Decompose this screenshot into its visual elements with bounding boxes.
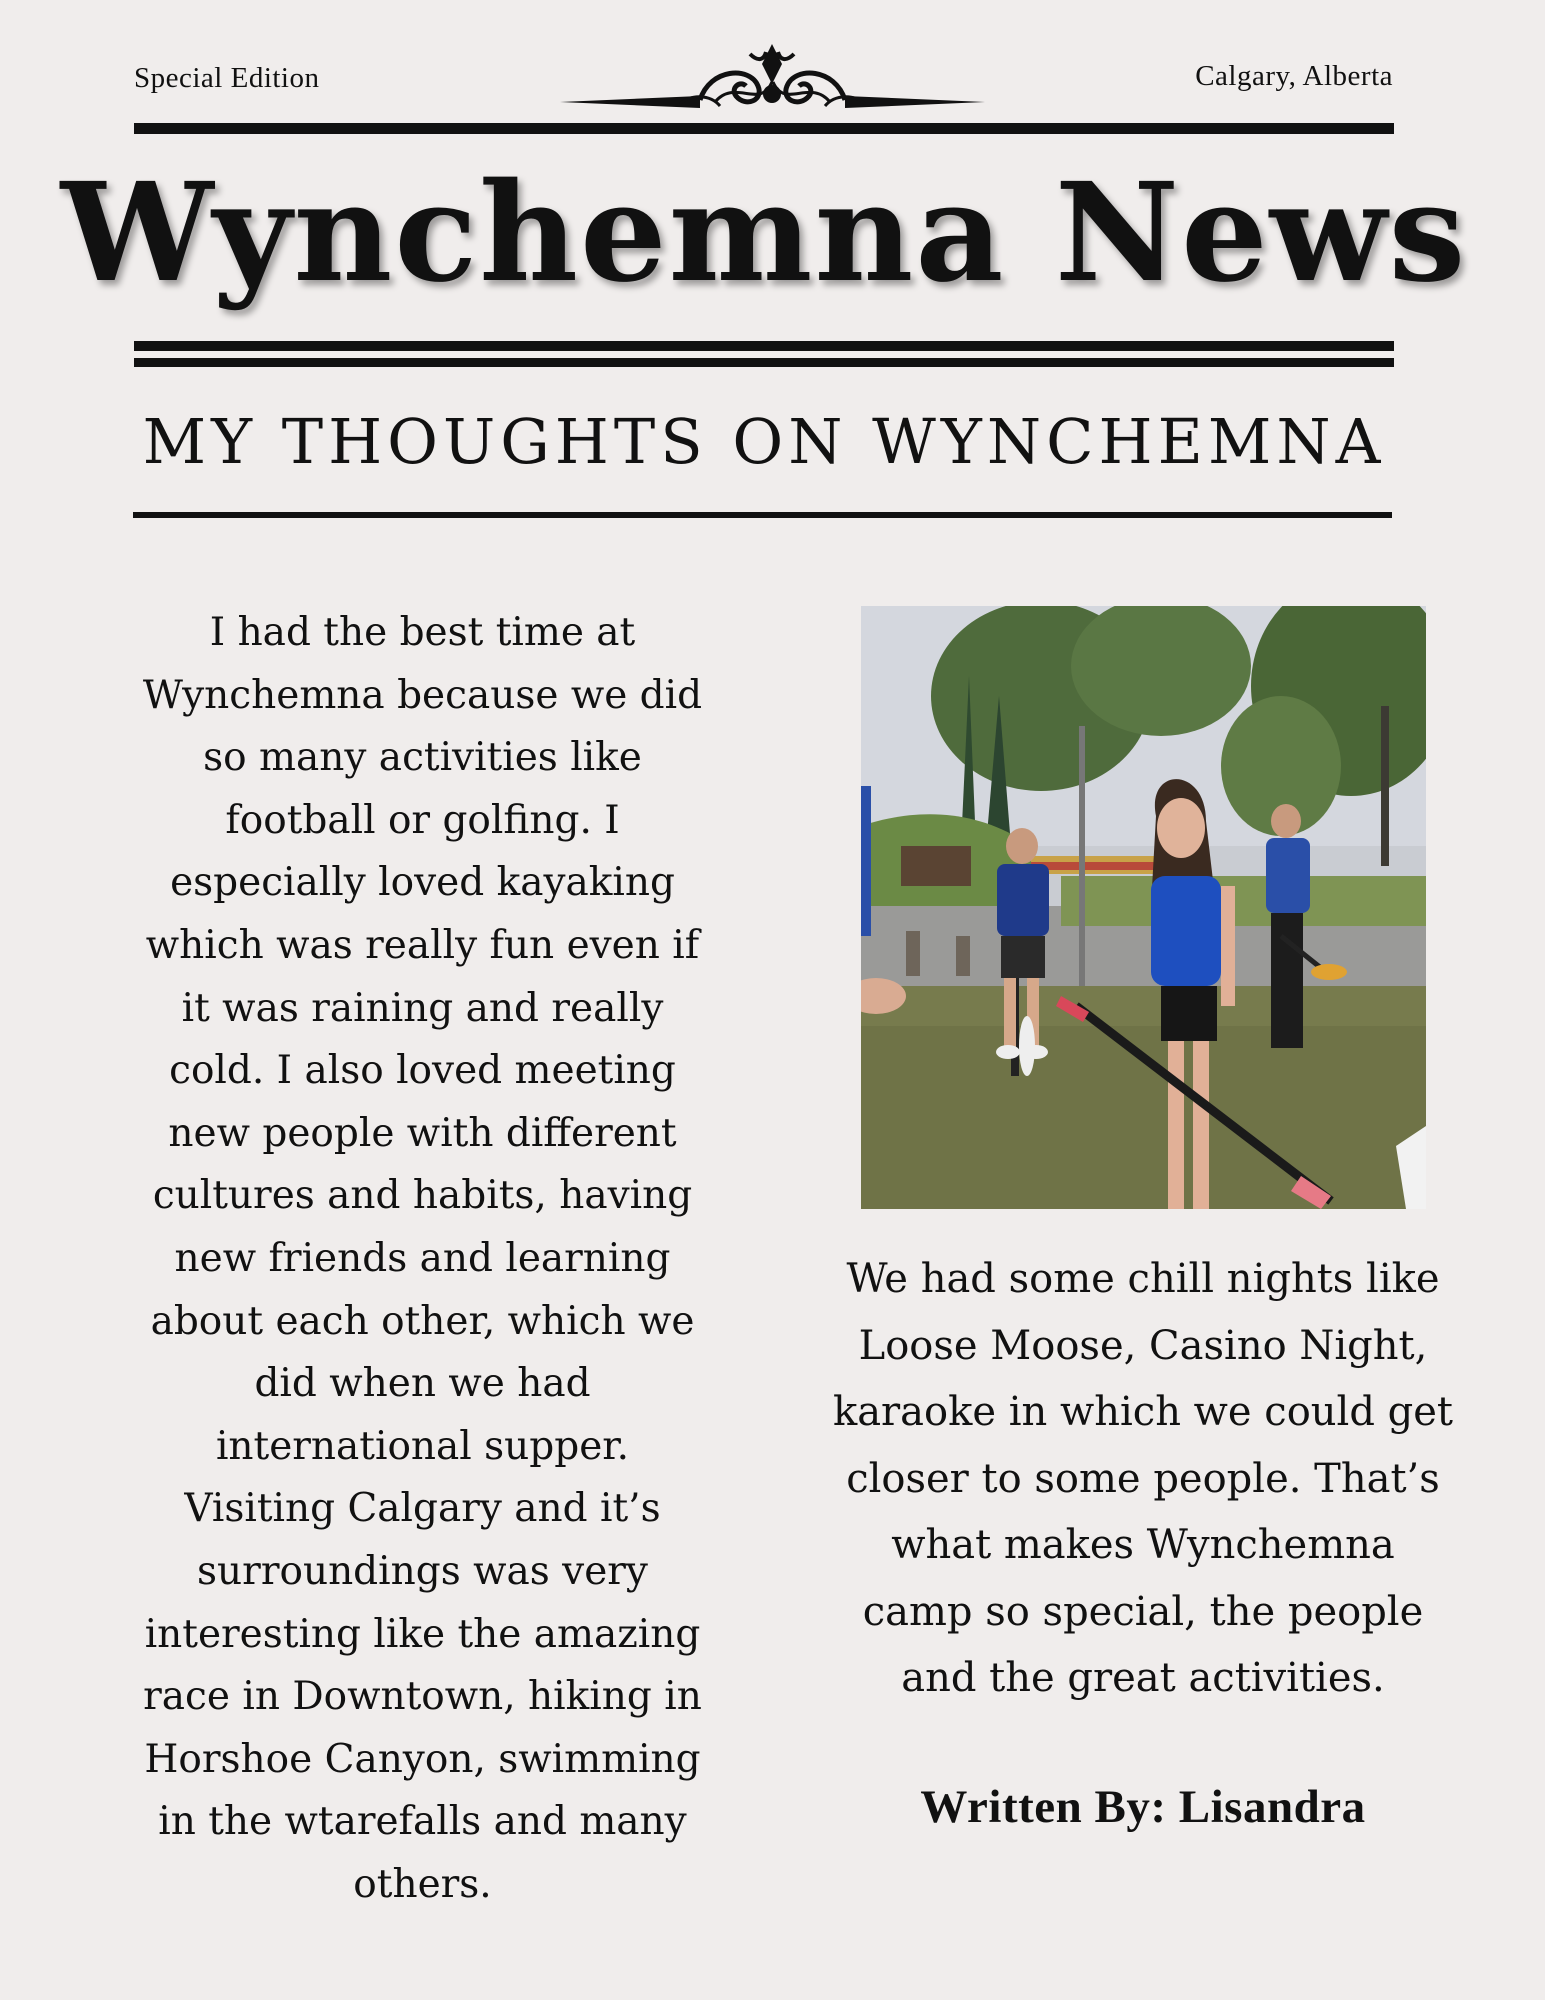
text-line: karaoke in which we could get — [832, 1389, 1454, 1435]
text-line: surroundings was very — [197, 1548, 648, 1594]
text-line: in the wtarefalls and many — [158, 1799, 687, 1845]
text-line: what makes Wynchemna — [891, 1522, 1395, 1568]
text-line: I had the best time at — [209, 610, 636, 655]
article-right-column — [808, 1246, 1478, 1712]
location-label: Calgary, Alberta — [1195, 60, 1393, 92]
text-line: Horshoe Canyon, swimming — [144, 1736, 701, 1782]
text-line: new people with different — [168, 1110, 677, 1156]
article-headline: MY THOUGHTS ON WYNCHEMNA — [142, 404, 1386, 478]
ornament-flourish-icon — [560, 38, 985, 114]
masthead-rule-upper — [134, 341, 1394, 351]
text-line: which was really fun even if — [145, 922, 700, 968]
text-line: did when we had — [254, 1361, 591, 1407]
text-line: camp so special, the people — [862, 1588, 1424, 1635]
text-line: and the great activities. — [901, 1655, 1385, 1701]
edition-label: Special Edition — [134, 62, 320, 94]
text-line: cultures and habits, having — [152, 1173, 693, 1219]
article-byline: Written By: Lisandra — [920, 1781, 1366, 1833]
masthead-title: Wynchemna News — [60, 153, 1468, 313]
headline-rule — [133, 512, 1392, 518]
kayaking-photo — [861, 606, 1426, 1209]
masthead-rule-lower — [134, 358, 1394, 367]
text-line: new friends and learning — [174, 1235, 671, 1281]
text-line: others. — [353, 1861, 492, 1907]
text-line: closer to some people. That’s — [846, 1455, 1440, 1502]
article-left-column — [130, 602, 715, 1916]
text-line: Wynchemna because we did — [142, 672, 703, 718]
text-line: cold. I also loved meeting — [169, 1048, 676, 1094]
text-line: about each other, which we — [150, 1298, 695, 1344]
text-line: race in Downtown, hiking in — [143, 1674, 702, 1720]
text-line: so many activities like — [203, 735, 642, 781]
text-line: international supper. — [215, 1423, 630, 1469]
text-line: football or golfing. I — [225, 797, 620, 843]
text-line: interesting like the amazing — [144, 1611, 701, 1657]
text-line: Loose Moose, Casino Night, — [858, 1322, 1428, 1369]
text-line: especially loved kayaking — [170, 860, 675, 906]
top-rule — [134, 123, 1394, 134]
text-line: it was raining and really — [181, 985, 664, 1031]
text-line: Visiting Calgary and it’s — [184, 1486, 661, 1532]
text-line: We had some chill nights like — [846, 1256, 1440, 1302]
